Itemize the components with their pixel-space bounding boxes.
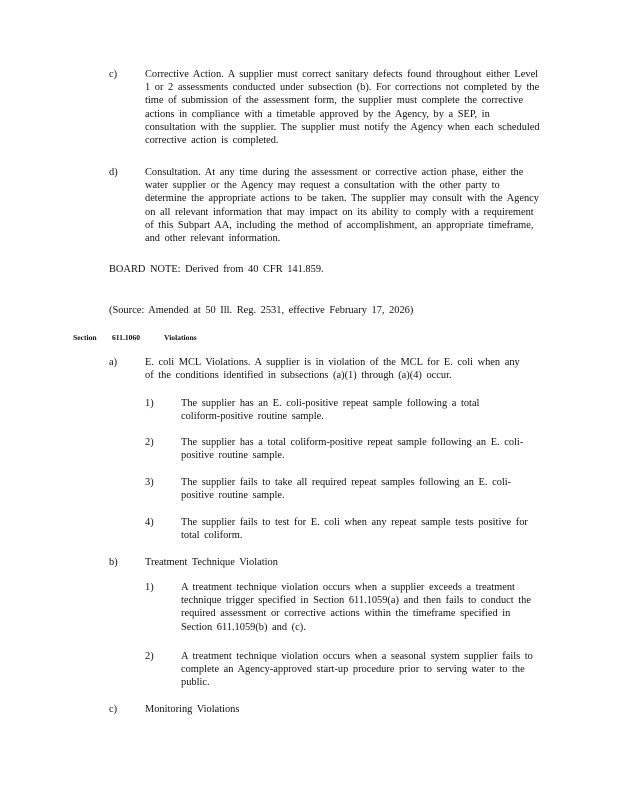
subitem-text: A treatment technique violation occurs when a supplier exceeds a treatment technique trigger specified in Section 611.1059(a) and then fails to conduct the required assessment or corrective actions within the timeframe specified in Section 611.1059(b) and (c). [181,582,531,633]
subitem-text: The supplier has a total coliform-positive repeat sample following an E. coli-positive routine sample. [181,437,524,462]
consultation-paragraph: Consultation. At any time during the assessment or corrective action phase, either the water supplier or the Agency may request a consultation with the other party to determine the appropriate actions to be taken. The supplier may consult with the Agency on all relevant information that may impact on its ability to comply with a requirement of this Subpart AA, including the method of accomplishment, an appropriate timeframe, and other relevant information. [145,167,539,245]
subitem-text: The supplier has an E. coli-positive repeat sample following a total coliform-positive routine sample. [181,398,480,423]
subitem-text: A treatment technique violation occurs when a seasonal system supplier fails to complete an Agency-approved start-up procedure prior to serving water to the public. [181,651,533,689]
monitoring-violations-heading: Monitoring Violations [145,704,240,715]
section-number: 611.1060 [112,333,141,342]
subitem-label: 2) [145,437,154,448]
item-label-d: d) [109,167,118,178]
subitem-label: 4) [145,517,154,528]
subitem-text: The supplier fails to test for E. coli when any repeat sample tests positive for total coliform. [181,517,528,542]
item-label-c2: c) [109,704,118,715]
subitem-text: The supplier fails to take all required repeat samples following an E. coli-positive routine sample. [181,477,512,502]
item-label-a: a) [109,357,118,368]
subitem-label: 1) [145,582,154,593]
subitem-label: 1) [145,398,154,409]
section-title: Violations [164,333,197,342]
item-label-b: b) [109,557,118,568]
corrective-action-paragraph: Corrective Action. A supplier must correct sanitary defects found throughout either Level 1 or 2 assessments conducted under subsection (b). For corrections not completed by the time of submission of the assessment form, the supplier must complete the corrective actions in compliance with a timetable approved by the Agency, by a SEP, in consultation with the supplier. The supplier must notify the Agency when each scheduled corrective action is completed. [145,69,540,147]
item-label-c: c) [109,69,118,80]
ecoli-mcl-paragraph: E. coli MCL Violations. A supplier is in violation of the MCL for E. coli when any of the conditions identified in subsections (a)(1) through (a)(4) occur. [145,357,520,382]
treatment-technique-heading: Treatment Technique Violation [145,557,278,568]
subitem-label: 3) [145,477,154,488]
subitem-label: 2) [145,651,154,662]
section-label: Section [73,333,97,342]
source-note: (Source: Amended at 50 Ill. Reg. 2531, effective February 17, 2026) [109,305,414,316]
board-note: BOARD NOTE: Derived from 40 CFR 141.859. [109,264,324,275]
